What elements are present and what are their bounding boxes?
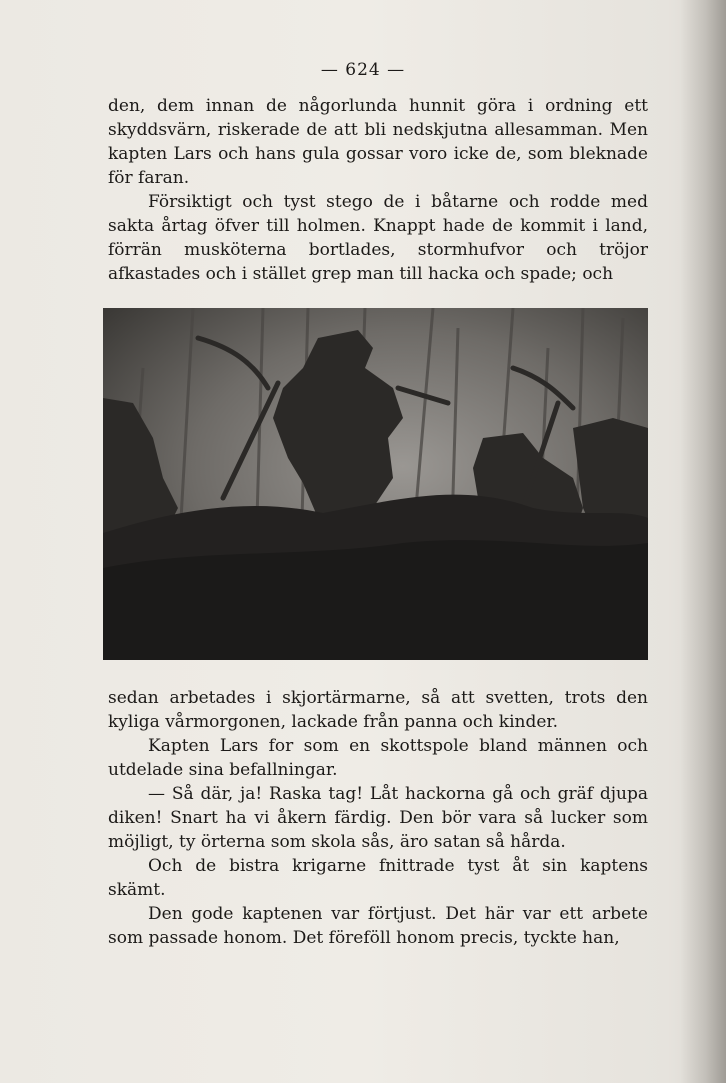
illustration-image xyxy=(103,308,648,660)
paragraph: Och de bistra krigarne fnittrade tyst åt sin kaptens skämt. xyxy=(108,856,648,900)
paragraph: Den gode kaptenen var förtjust. Det här var ett arbete som passade honom. Det föreföll honom precis, tyckte han, xyxy=(108,904,648,948)
illustration-soldiers-digging xyxy=(103,308,648,660)
paragraph: den, dem innan de någorlunda hunnit göra i ordning ett skyddsvärn, riskerade de att bli nedskjutna allesamman. Men kapten Lars och hans gula gossar voro icke de, som bleknade för faran. xyxy=(108,96,648,188)
paragraph: — Så där, ja! Raska tag! Låt hackorna gå och gräf djupa diken! Snart ha vi åkern färdig. Den bör vara så lucker som möjligt, ty örterna som skola sås, äro satan så hårda. xyxy=(108,784,648,852)
page-spine-shadow xyxy=(680,0,726,1083)
text-block-bottom xyxy=(108,686,648,950)
foreground-ground xyxy=(103,540,648,660)
page-number: — 624 — xyxy=(320,60,406,80)
paragraph: Försiktigt och tyst stego de i båtarne och rodde med sakta årtag öfver till holmen. Knappt hade de kommit i land, förrän musköterna bortlades, stormhufvor och tröjor afkastades och i stället grep man till hacka och spade; och xyxy=(108,192,648,284)
paragraph: sedan arbetades i skjortärmarne, så att svetten, trots den kyliga vårmorgonen, lackade från panna och kinder. xyxy=(108,688,648,732)
paragraph: Kapten Lars for som en skottspole bland männen och utdelade sina befallningar. xyxy=(108,736,648,780)
text-block-top xyxy=(108,94,648,286)
